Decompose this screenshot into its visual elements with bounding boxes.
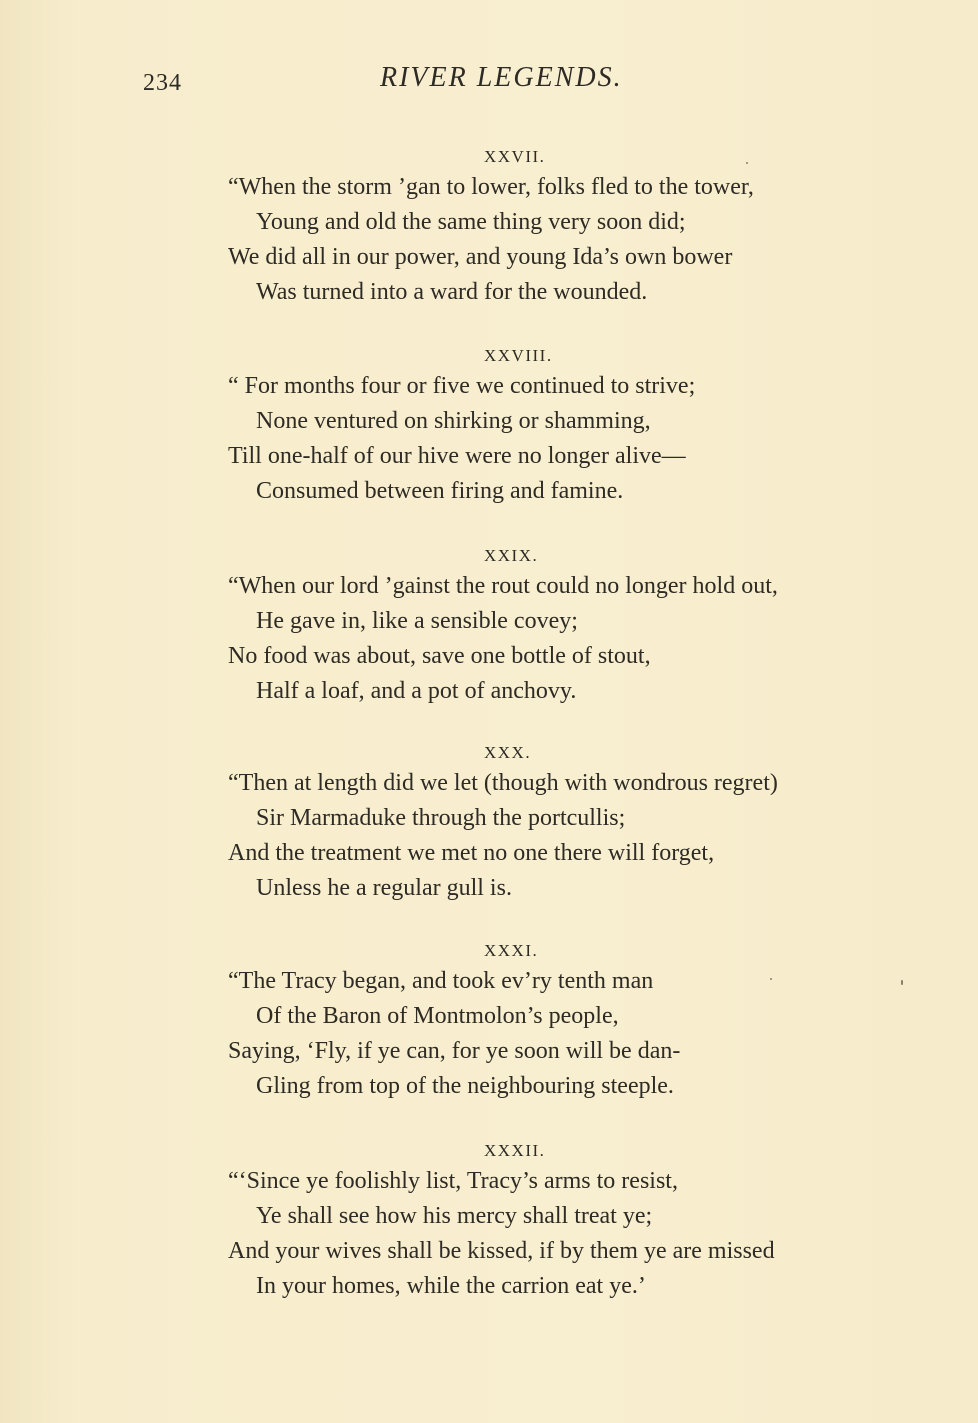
running-head: RIVER LEGENDS. [380, 62, 623, 93]
verse-line: “‘Since ye foolishly list, Tracy’s arms to resist, [228, 1168, 678, 1194]
verse-line: Unless he a regular gull is. [256, 875, 512, 901]
stanza-numeral: XXX. [484, 743, 532, 762]
verse-line: He gave in, like a sensible covey; [256, 608, 578, 634]
verse-line: And the treatment we met no one there will forget, [228, 840, 715, 866]
stanza-numeral: XXIX. [484, 546, 539, 565]
paper-speck [901, 980, 903, 985]
verse-line: Ye shall see how his mercy shall treat ye; [256, 1203, 653, 1229]
verse-line: In your homes, while the carrion eat ye.’ [256, 1273, 646, 1299]
stanza-numeral: XXVII. [484, 147, 546, 166]
verse-line: We did all in our power, and young Ida’s own bower [228, 244, 733, 270]
verse-line: “The Tracy began, and took ev’ry tenth man [228, 968, 654, 994]
verse-line: Till one-half of our hive were no longer alive— [228, 443, 686, 469]
stanza-numeral: XXXII. [484, 1141, 546, 1160]
verse-line: Sir Marmaduke through the portcullis; [256, 805, 626, 831]
stanza-numeral: XXXI. [484, 941, 539, 960]
verse-line: Gling from top of the neighbouring steeple. [256, 1073, 674, 1099]
stanza-numeral: XXVIII. [484, 346, 553, 365]
verse-line: “When our lord ’gainst the rout could no longer hold out, [228, 573, 778, 599]
verse-line: “ For months four or five we continued to strive; [228, 373, 696, 399]
verse-line: Half a loaf, and a pot of anchovy. [256, 678, 577, 704]
verse-line: Consumed between firing and famine. [256, 478, 624, 504]
verse-line: And your wives shall be kissed, if by them ye are missed [228, 1238, 775, 1264]
verse-line: Young and old the same thing very soon did; [256, 209, 686, 235]
verse-line: None ventured on shirking or shamming, [256, 408, 651, 434]
page-number: 234 [143, 70, 182, 96]
verse-line: “When the storm ’gan to lower, folks fled to the tower, [228, 174, 754, 200]
paper-speck [746, 162, 748, 164]
paper-speck [770, 978, 772, 980]
verse-line: Of the Baron of Montmolon’s people, [256, 1003, 619, 1029]
verse-line: “Then at length did we let (though with wondrous regret) [228, 770, 778, 796]
verse-line: Was turned into a ward for the wounded. [256, 279, 648, 305]
verse-line: No food was about, save one bottle of stout, [228, 643, 651, 669]
verse-line: Saying, ‘Fly, if ye can, for ye soon will be dan- [228, 1038, 681, 1064]
